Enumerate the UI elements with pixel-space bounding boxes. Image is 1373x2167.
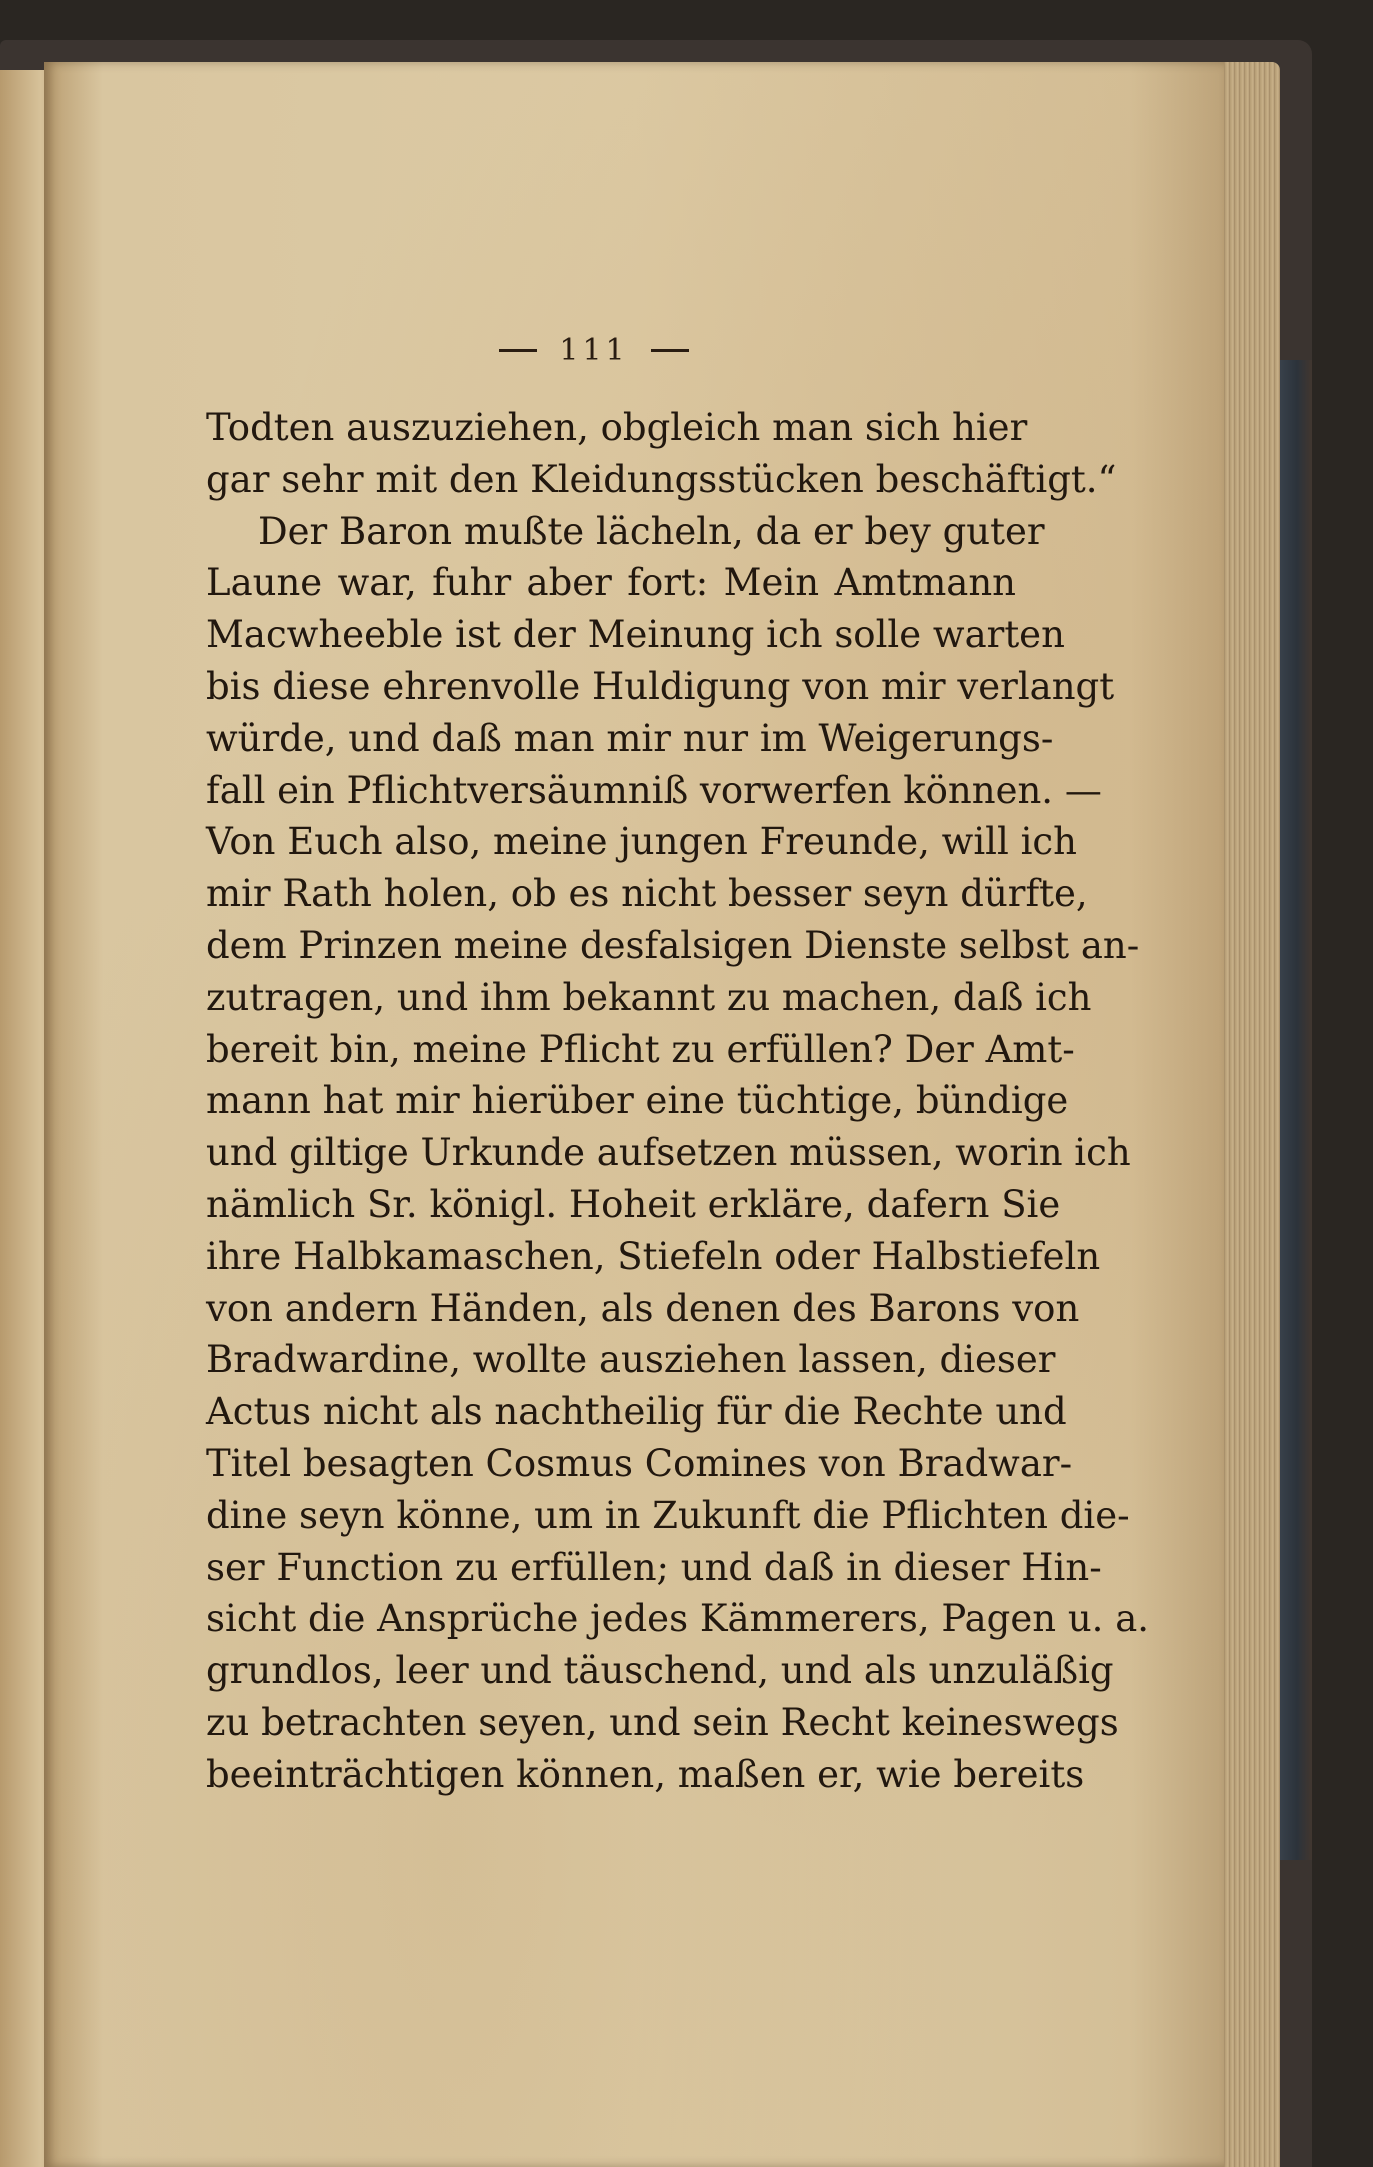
text-line: zu betrachten seyen, und sein Recht keineswegs xyxy=(206,1700,1119,1744)
text-line: Titel besagten Cosmus Comines von Bradwar- xyxy=(206,1441,1073,1485)
text-line: Actus nicht als nachtheilig für die Rechte und xyxy=(206,1390,1067,1434)
text-line: fall ein Pflichtversäumniß vorwerfen können. — xyxy=(206,768,1102,812)
page-header xyxy=(464,330,724,370)
text-line: bereit bin, meine Pflicht zu erfüllen? Der Amt- xyxy=(206,1027,1075,1071)
text-line: bis diese ehrenvolle Huldigung von mir verlangt xyxy=(206,664,1115,708)
text-line: würde, und daß man mir nur im Weigerungs- xyxy=(206,716,1054,760)
text-line: gar sehr mit den Kleidungsstücken beschäftigt.“ xyxy=(206,457,1117,501)
text-line: Bradwardine, wollte ausziehen lassen, dieser xyxy=(206,1338,1056,1382)
text-line: Von Euch also, meine jungen Freunde, will ich xyxy=(206,820,1077,864)
header-dash-left xyxy=(499,349,537,352)
page-number: 111 xyxy=(559,332,629,368)
text-line: beeinträchtigen können, maßen er, wie bereits xyxy=(206,1752,1085,1796)
text-line: ser Function zu erfüllen; und daß in dieser Hin- xyxy=(206,1545,1102,1589)
text-line: dem Prinzen meine desfalsigen Dienste selbst an- xyxy=(206,923,1140,967)
text-line: Macwheeble ist der Meinung ich solle warten xyxy=(206,613,1065,657)
text-line: Der Baron mußte lächeln, da er bey guter xyxy=(258,509,1045,553)
book-page xyxy=(44,62,1224,2167)
header-dash-right xyxy=(651,349,689,352)
text-line: sicht die Ansprüche jedes Kämmerers, Pagen u. a. xyxy=(206,1597,1150,1641)
text-line: mir Rath holen, ob es nicht besser seyn dürfte, xyxy=(206,872,1088,916)
text-line: Todten auszuziehen, obgleich man sich hier xyxy=(206,406,1028,449)
text-line: dine seyn könne, um in Zukunft die Pflichten die- xyxy=(206,1493,1130,1537)
text-line: und giltige Urkunde aufsetzen müssen, worin ich xyxy=(206,1131,1131,1175)
text-line: Laune war, fuhr aber fort: Mein Amtmann xyxy=(206,561,1016,605)
text-line: von andern Händen, als denen des Barons von xyxy=(206,1286,1080,1330)
text-line: mann hat mir hierüber eine tüchtige, bündige xyxy=(206,1079,1069,1123)
text-line: ihre Halbkamaschen, Stiefeln oder Halbstiefeln xyxy=(206,1234,1101,1278)
text-line: zutragen, und ihm bekannt zu machen, daß ich xyxy=(206,975,1092,1019)
body-text xyxy=(206,402,1150,1801)
text-line: grundlos, leer und täuschend, und als unzuläßig xyxy=(206,1649,1114,1693)
text-line: nämlich Sr. königl. Hoheit erkläre, dafern Sie xyxy=(206,1182,1061,1226)
